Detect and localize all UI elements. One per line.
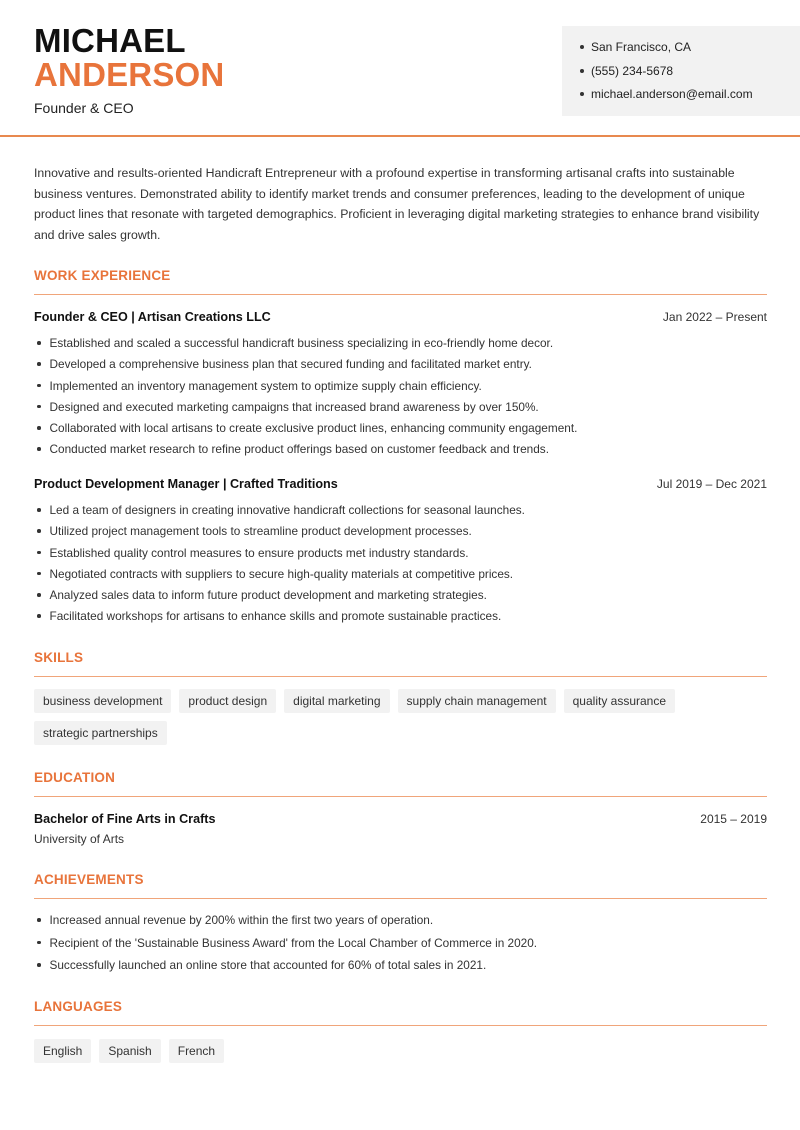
languages-heading: LANGUAGES bbox=[34, 999, 123, 1014]
list-item: Developed a comprehensive business plan that secured funding and facilitated market entry. bbox=[34, 357, 767, 378]
contact-phone bbox=[580, 63, 800, 87]
skills-tags bbox=[34, 689, 774, 753]
list-item: Successfully launched an online store that accounted for 60% of total sales in 2021. bbox=[34, 958, 767, 981]
bullet-icon bbox=[37, 963, 41, 967]
bullet-icon bbox=[37, 384, 41, 388]
contact-email bbox=[580, 86, 800, 110]
skills-heading: SKILLS bbox=[34, 650, 84, 665]
skill-tag: product design bbox=[179, 689, 276, 713]
job-title-company: Founder & CEO | Artisan Creations LLC bbox=[34, 310, 271, 324]
location-text: San Francisco, CA bbox=[591, 40, 692, 54]
bullet-icon bbox=[37, 447, 41, 451]
phone-text: (555) 234-5678 bbox=[591, 63, 674, 78]
bullet-icon bbox=[37, 362, 41, 366]
list-item: Led a team of designers in creating innovative handicraft collections for seasonal launches. bbox=[34, 503, 767, 524]
bullet-icon bbox=[37, 405, 41, 409]
skill-tag: supply chain management bbox=[398, 689, 556, 713]
job-bullets bbox=[34, 503, 767, 631]
language-tag: French bbox=[169, 1039, 224, 1063]
bullet-icon bbox=[37, 508, 41, 512]
bullet-icon bbox=[580, 45, 584, 49]
list-item: Increased annual revenue by 200% within the first two years of operation. bbox=[34, 913, 767, 936]
job-bullets bbox=[34, 336, 767, 464]
list-item: Implemented an inventory management system to optimize supply chain efficiency. bbox=[34, 379, 767, 400]
bullet-icon bbox=[37, 918, 41, 922]
bullet-icon bbox=[37, 341, 41, 345]
job-title-company: Product Development Manager | Crafted Traditions bbox=[34, 477, 338, 491]
list-item: Designed and executed marketing campaigns that increased brand awareness by over 150%. bbox=[34, 400, 767, 421]
bullet-icon bbox=[37, 593, 41, 597]
job-title: Founder & CEO bbox=[34, 100, 134, 116]
bullet-icon bbox=[37, 572, 41, 576]
skill-tag: strategic partnerships bbox=[34, 721, 167, 745]
degree-name: Bachelor of Fine Arts in Crafts bbox=[34, 812, 216, 826]
bullet-icon bbox=[37, 941, 41, 945]
email-text: michael.anderson@email.com bbox=[591, 87, 753, 101]
last-name: ANDERSON bbox=[34, 56, 225, 93]
list-item: Established and scaled a successful handicraft business specializing in eco-friendly home decor. bbox=[34, 336, 767, 357]
list-item: Analyzed sales data to inform future product development and marketing strategies. bbox=[34, 588, 767, 609]
school-name: University of Arts bbox=[34, 832, 125, 846]
language-tags bbox=[34, 1039, 774, 1071]
bullet-icon bbox=[580, 92, 584, 96]
list-item: Facilitated workshops for artisans to enhance skills and promote sustainable practices. bbox=[34, 609, 767, 630]
section-divider bbox=[34, 898, 767, 899]
section-divider bbox=[34, 1025, 767, 1026]
job-dates: Jul 2019 – Dec 2021 bbox=[656, 477, 767, 491]
skill-tag: digital marketing bbox=[284, 689, 389, 713]
work-experience-heading: WORK EXPERIENCE bbox=[34, 268, 171, 283]
bullet-icon bbox=[37, 529, 41, 533]
contact-box bbox=[562, 26, 800, 116]
resume-header bbox=[0, 0, 800, 137]
first-name: MICHAEL bbox=[34, 22, 186, 59]
skill-tag: business development bbox=[34, 689, 171, 713]
list-item: Collaborated with local artisans to create exclusive product lines, enhancing community engagement. bbox=[34, 421, 767, 442]
education-heading: EDUCATION bbox=[34, 770, 116, 785]
bullet-icon bbox=[37, 426, 41, 430]
section-divider bbox=[34, 796, 767, 797]
achievements-list bbox=[34, 913, 767, 981]
language-tag: Spanish bbox=[99, 1039, 160, 1063]
education-header bbox=[34, 812, 767, 826]
list-item: Recipient of the 'Sustainable Business Award' from the Local Chamber of Commerce in 2020. bbox=[34, 936, 767, 959]
job-header bbox=[34, 477, 767, 491]
list-item: Conducted market research to refine product offerings based on customer feedback and trends. bbox=[34, 442, 767, 463]
bullet-icon bbox=[580, 69, 584, 73]
contact-location bbox=[580, 39, 800, 63]
bullet-icon bbox=[37, 551, 41, 555]
achievements-heading: ACHIEVEMENTS bbox=[34, 872, 144, 887]
section-divider bbox=[34, 676, 767, 677]
skill-tag: quality assurance bbox=[564, 689, 675, 713]
bullet-icon bbox=[37, 614, 41, 618]
job-header bbox=[34, 310, 767, 324]
section-divider bbox=[34, 294, 767, 295]
list-item: Utilized project management tools to streamline product development processes. bbox=[34, 524, 767, 545]
summary-paragraph: Innovative and results-oriented Handicraft Entrepreneur with a profound expertise in transforming artisanal crafts into sustainable business ventures. Demonstrated ability to identify market trends and consumer preferences, leading to the development of unique product lines that resonate with targeted demographics. Proficient in leveraging digital marketing strategies to enhance brand visibility and drive sales growth. bbox=[34, 166, 760, 242]
list-item: Negotiated contracts with suppliers to secure high-quality materials at competitive prices. bbox=[34, 567, 767, 588]
job-dates: Jan 2022 – Present bbox=[662, 310, 767, 324]
list-item: Established quality control measures to ensure products met industry standards. bbox=[34, 546, 767, 567]
language-tag: English bbox=[34, 1039, 91, 1063]
education-dates: 2015 – 2019 bbox=[700, 812, 767, 826]
